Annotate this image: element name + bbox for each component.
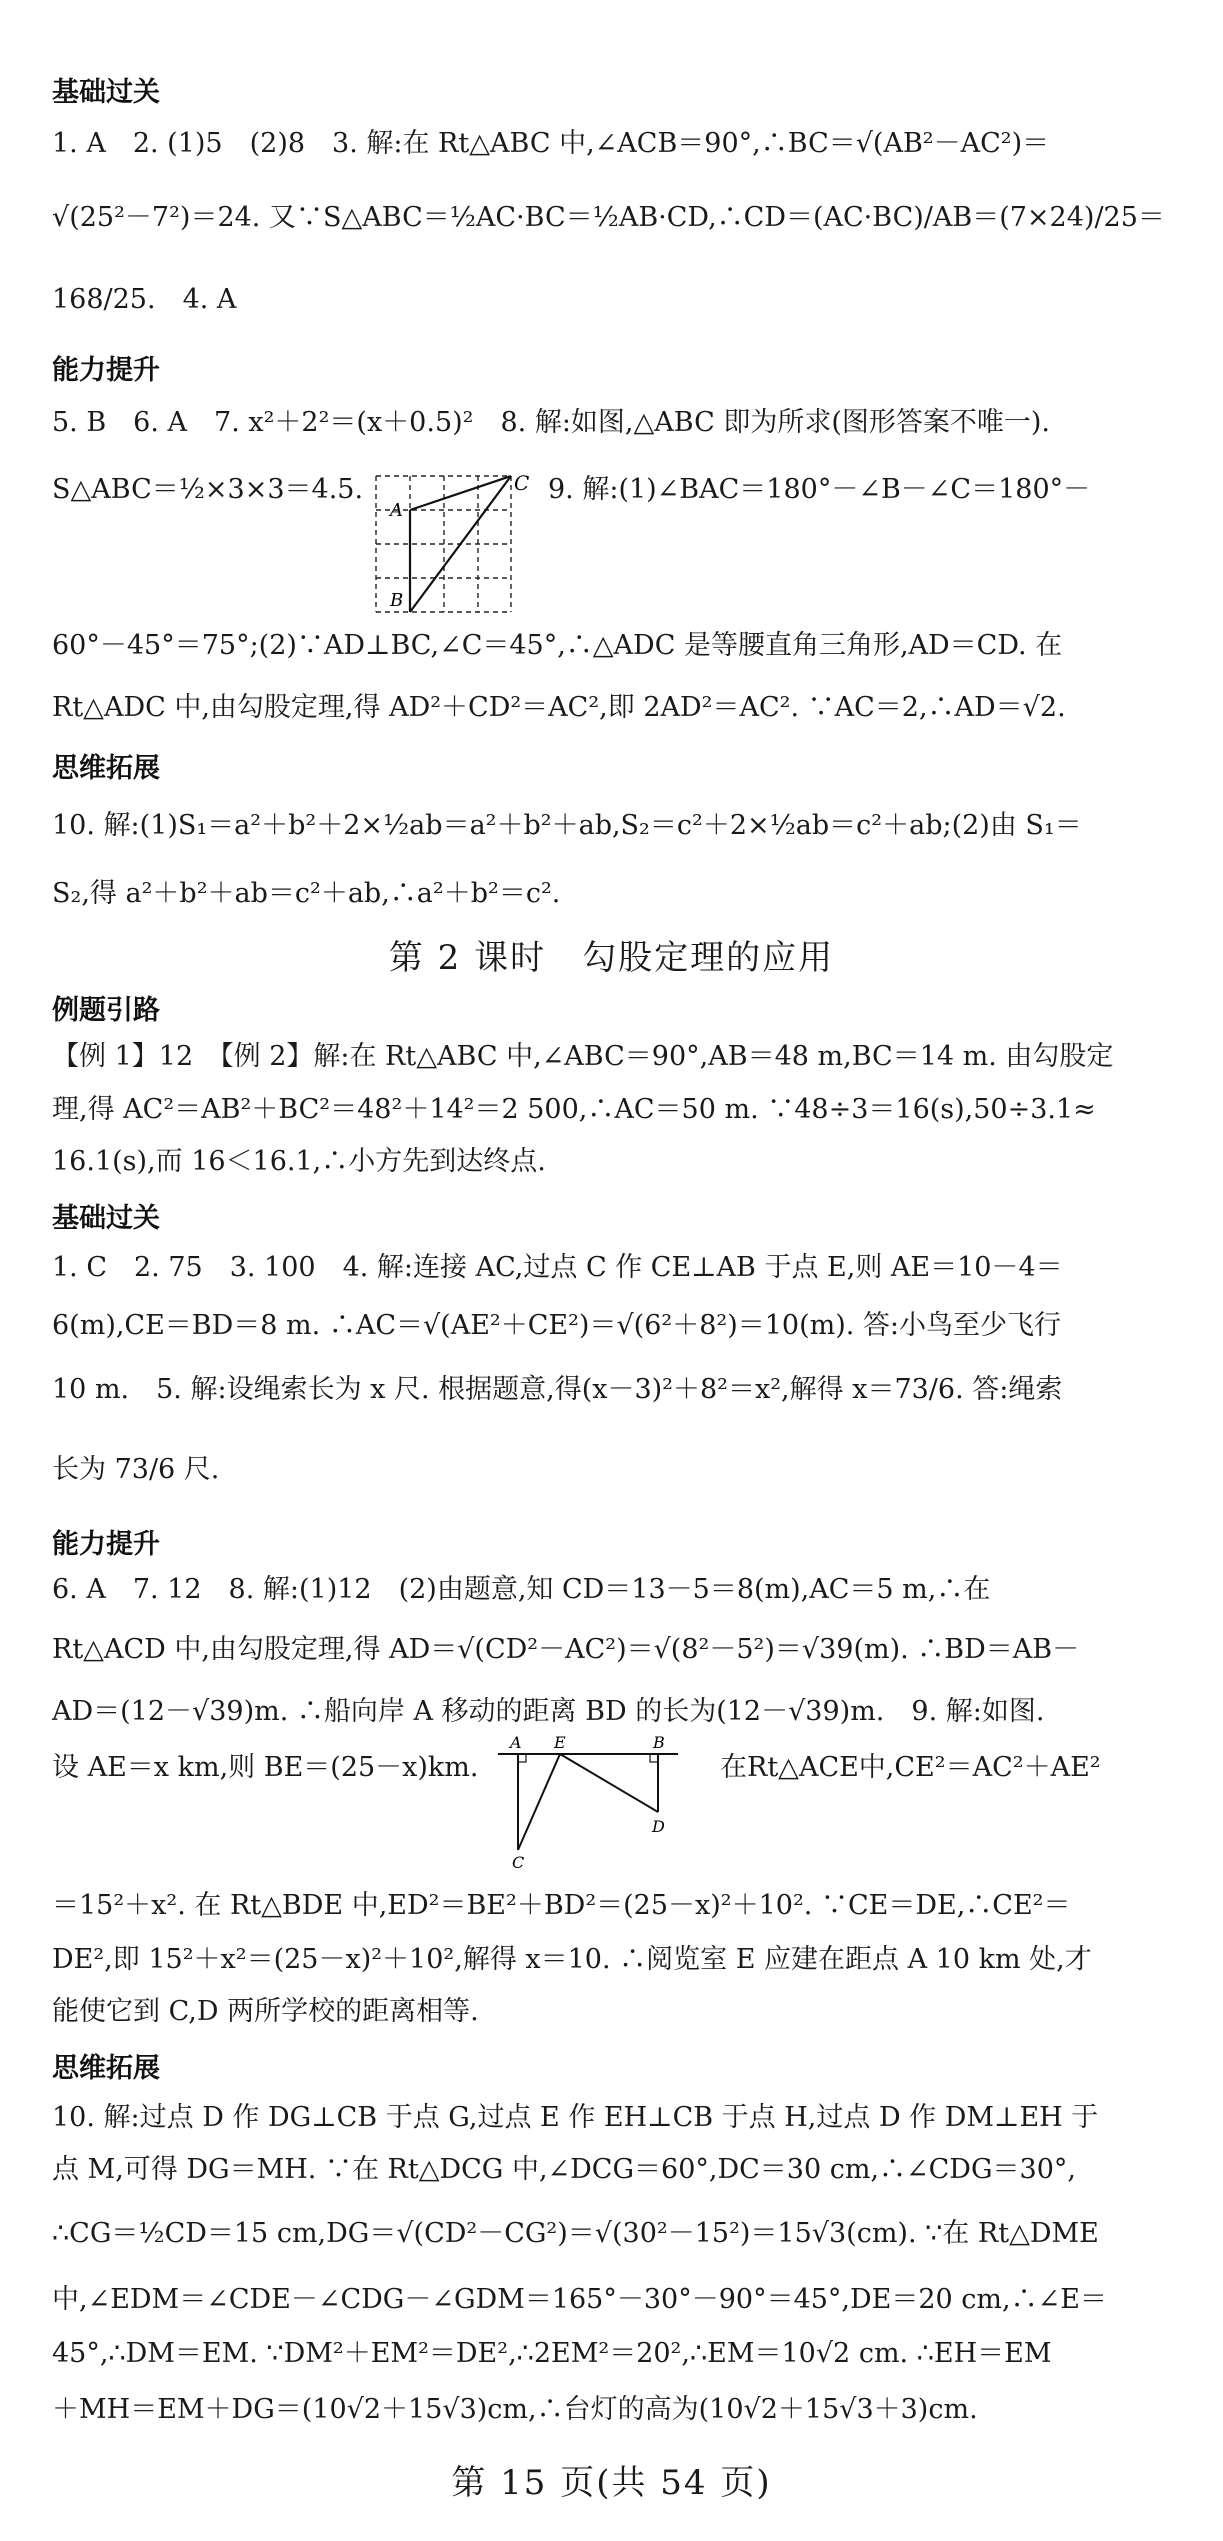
label-a: A	[390, 500, 403, 521]
answer-line: 1. A 2. (1)5 (2)8 3. 解:在 Rt△ABC 中,∠ACB＝90°,∴BC＝√(AB²－AC²)＝	[52, 128, 1050, 159]
answer-line: 16.1(s),而 16＜16.1,∴小方先到达终点.	[52, 1146, 546, 1177]
lesson-title: 第 2 课时 勾股定理的应用	[388, 938, 835, 978]
label-b: B	[390, 590, 404, 611]
answer-line: 中,∠EDM＝∠CDE－∠CDG－∠GDM＝165°－30°－90°＝45°,DE＝20 cm,∴∠E＝	[52, 2284, 1107, 2315]
answer-line: 60°－45°＝75°;(2)∵AD⊥BC,∠C＝45°,∴△ADC 是等腰直角三角形,AD＝CD. 在	[52, 630, 1063, 661]
answer-line: 理,得 AC²＝AB²＋BC²＝48²＋14²＝2 500,∴AC＝50 m. ∵48÷3＝16(s),50÷3.1≈	[52, 1094, 1096, 1125]
answer-line: 168/25. 4. A	[52, 284, 237, 315]
section-heading-examples: 例题引路	[52, 995, 160, 1026]
answer-line: 6(m),CE＝BD＝8 m. ∴AC＝√(AE²＋CE²)＝√(6²＋8²)＝10(m). 答:小鸟至少飞行	[52, 1310, 1062, 1341]
answer-line: 6. A 7. 12 8. 解:(1)12 (2)由题意,知 CD＝13－5＝8(m),AC＝5 m,∴在	[52, 1574, 991, 1605]
river-schools-figure	[488, 1730, 698, 1870]
answer-line: S₂,得 a²＋b²＋ab＝c²＋ab,∴a²＋b²＝c².	[52, 878, 561, 909]
answer-line: 5. B 6. A 7. x²＋2²＝(x＋0.5)² 8. 解:如图,△ABC 即为所求(图形答案不唯一).	[52, 407, 1050, 438]
answer-line: 设 AE＝x km,则 BE＝(25－x)km.	[52, 1752, 479, 1783]
answer-line: ＋MH＝EM＋DG＝(10√2＋15√3)cm,∴台灯的高为(10√2＋15√3＋3)cm.	[52, 2394, 978, 2425]
page-footer: 第 15 页(共 54 页)	[451, 2463, 772, 2503]
label-c: C	[512, 1853, 525, 1872]
answer-line: 10 m. 5. 解:设绳索长为 x 尺. 根据题意,得(x－3)²＋8²＝x²,解得 x＝73/6. 答:绳索	[52, 1374, 1063, 1405]
label-e: E	[554, 1733, 566, 1752]
answer-line: 9. 解:(1)∠BAC＝180°－∠B－∠C＝180°－	[548, 474, 1091, 505]
label-b: B	[653, 1733, 665, 1752]
section-heading-thinking: 思维拓展	[52, 753, 160, 784]
answer-line: 1. C 2. 75 3. 100 4. 解:连接 AC,过点 C 作 CE⊥AB 于点 E,则 AE＝10－4＝	[52, 1252, 1063, 1283]
answer-line: 点 M,可得 DG＝MH. ∵在 Rt△DCG 中,∠DCG＝60°,DC＝30 cm,∴∠CDG＝30°,	[52, 2154, 1076, 2185]
answer-line: ∴CG＝½CD＝15 cm,DG＝√(CD²－CG²)＝√(30²－15²)＝15√3(cm). ∵在 Rt△DME	[52, 2218, 1099, 2249]
section-heading-ability: 能力提升	[52, 355, 160, 386]
label-d: D	[652, 1817, 665, 1836]
section-heading-basic: 基础过关	[52, 77, 160, 108]
section-heading-thinking: 思维拓展	[52, 2053, 160, 2084]
section-heading-basic: 基础过关	[52, 1203, 160, 1234]
answer-line: S△ABC＝½×3×3＝4.5.	[52, 474, 364, 505]
answer-line: 10. 解:过点 D 作 DG⊥CB 于点 G,过点 E 作 EH⊥CB 于点 H,过点 D 作 DM⊥EH 于	[52, 2102, 1099, 2133]
answer-line: 长为 73/6 尺.	[52, 1454, 220, 1485]
label-c: C	[514, 471, 530, 495]
answer-line: 10. 解:(1)S₁＝a²＋b²＋2×½ab＝a²＋b²＋ab,S₂＝c²＋2×½ab＝c²＋ab;(2)由 S₁＝	[52, 810, 1082, 841]
answer-line: 能使它到 C,D 两所学校的距离相等.	[52, 1996, 479, 2027]
answer-line: AD＝(12－√39)m. ∴船向岸 A 移动的距离 BD 的长为(12－√39)m. 9. 解:如图.	[52, 1696, 1045, 1727]
answer-line: 45°,∴DM＝EM. ∵DM²＋EM²＝DE²,∴2EM²＝20²,∴EM＝10√2 cm. ∴EH＝EM	[52, 2338, 1052, 2369]
grid-triangle-figure	[366, 466, 530, 616]
answer-line: DE²,即 15²＋x²＝(25－x)²＋10²,解得 x＝10. ∴阅览室 E 应建在距点 A 10 km 处,才	[52, 1944, 1092, 1975]
answer-line: Rt△ACD 中,由勾股定理,得 AD＝√(CD²－AC²)＝√(8²－5²)＝√39(m). ∴BD＝AB－	[52, 1634, 1080, 1665]
answer-line: Rt△ADC 中,由勾股定理,得 AD²＋CD²＝AC²,即 2AD²＝AC². ∵AC＝2,∴AD＝√2.	[52, 692, 1066, 723]
answer-line: ＝15²＋x². 在 Rt△BDE 中,ED²＝BE²＋BD²＝(25－x)²＋10². ∵CE＝DE,∴CE²＝	[52, 1890, 1071, 1921]
answer-line: 【例 1】12 【例 2】解:在 Rt△ABC 中,∠ABC＝90°,AB＝48 m,BC＝14 m. 由勾股定	[52, 1041, 1114, 1072]
answer-line: √(25²－7²)＝24. 又∵S△ABC＝½AC·BC＝½AB·CD,∴CD＝(AC·BC)/AB＝(7×24)/25＝	[52, 202, 1165, 233]
answer-line: 在Rt△ACE中,CE²＝AC²＋AE²	[720, 1752, 1101, 1783]
section-heading-ability: 能力提升	[52, 1529, 160, 1560]
label-a: A	[510, 1733, 522, 1752]
